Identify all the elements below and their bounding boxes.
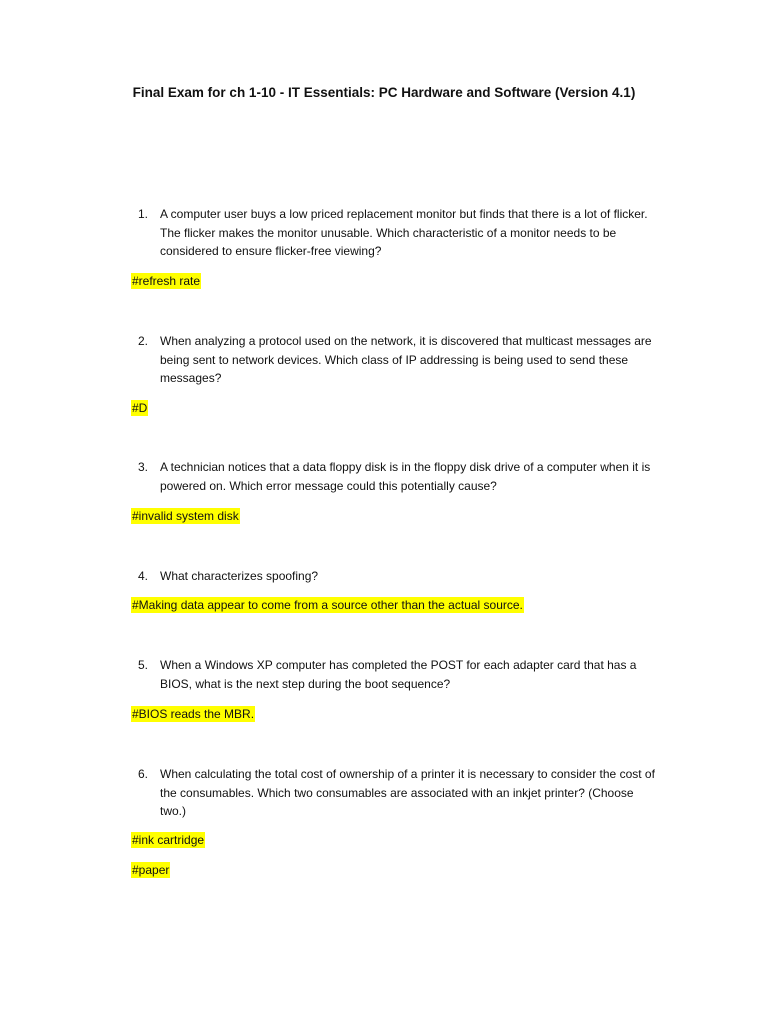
- answer-6b: #paper: [132, 863, 170, 877]
- question-6: [138, 765, 655, 821]
- question-number: 6.: [138, 767, 149, 781]
- question-1: [138, 205, 655, 261]
- question-4: [138, 567, 655, 586]
- question-text: A computer user buys a low priced replacement monitor but finds that there is a lot of flicker. The flicker makes the monitor unusable. Which characteristic of a monitor needs to be considered to ensure flicker-free viewing?: [160, 207, 648, 258]
- question-text: When a Windows XP computer has completed the POST for each adapter card that has a BIOS, what is the next step during the boot sequence?: [160, 658, 637, 691]
- question-number: 2.: [138, 334, 149, 348]
- question-3: [138, 458, 655, 495]
- answer-1: #refresh rate: [132, 274, 201, 288]
- question-text: What characterizes spoofing?: [160, 569, 319, 583]
- question-5: [138, 656, 655, 693]
- question-number: 3.: [138, 460, 149, 474]
- question-number: 4.: [138, 569, 149, 583]
- question-text: When analyzing a protocol used on the network, it is discovered that multicast messages are being sent to network devices. Which class of IP addressing is being used to send these messages?: [160, 334, 652, 385]
- answer-5: #BIOS reads the MBR.: [132, 707, 255, 721]
- question-number: 5.: [138, 658, 149, 672]
- answer-6a: #ink cartridge: [132, 833, 205, 847]
- question-text: A technician notices that a data floppy disk is in the floppy disk drive of a computer when it is powered on. Which error message could this potentially cause?: [160, 460, 651, 493]
- document-title: Final Exam for ch 1-10 - IT Essentials: PC Hardware and Software (Version 4.1): [132, 85, 636, 100]
- question-text: When calculating the total cost of ownership of a printer it is necessary to consider the cost of the consumables. Which two consumables are associated with an inkjet printer? (Choose two.): [160, 767, 655, 818]
- question-number: 1.: [138, 207, 149, 221]
- answer-3: #invalid system disk: [132, 509, 239, 523]
- answer-2: #D: [132, 401, 148, 415]
- question-2: [138, 332, 655, 388]
- answer-4: #Making data appear to come from a source other than the actual source.: [132, 598, 523, 612]
